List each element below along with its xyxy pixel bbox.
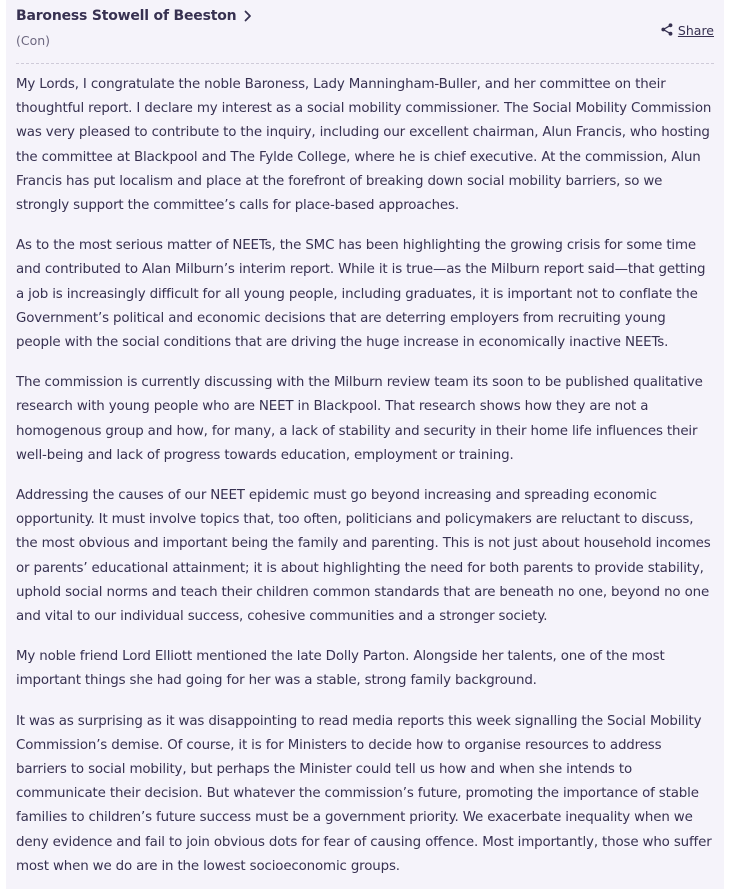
speaker-link[interactable] (16, 8, 252, 24)
contribution-header (16, 0, 714, 64)
paragraph: Addressing the causes of our NEET epidemic must go beyond increasing and spreading economic opportunity. It must involve topics that, too often, politicians and policymakers are reluctant to discuss, the most obvious and important being the family and parenting. This is not just about household incomes or parents’ educational attainment; it is about highlighting the need for both parents to provide stability, uphold social norms and teach their children common standards that are beneath no one, beyond no one and vital to our individual success, cohesive communities and a stronger society. (16, 488, 711, 625)
paragraph: My Lords, I congratulate the noble Baroness, Lady Manningham-Buller, and her committee on their thoughtful report. I declare my interest as a social mobility commissioner. The Social Mobility Commission was very pleased to contribute to the inquiry, including our excellent chairman, Alun Francis, who hosting the committee at Blackpool and The Fylde College, where he is chief executive. At the commission, Alun Francis has put localism and place at the forefront of breaking down social mobility barriers, so we strongly support the committee’s calls for place-based approaches. (16, 77, 712, 214)
contribution-body (16, 64, 714, 879)
share-button[interactable] (661, 21, 714, 40)
speaker-name: Baroness Stowell of Beeston (16, 8, 237, 24)
paragraph: As to the most serious matter of NEETs, the SMC has been highlighting the growing crisis for some time and contributed to Alan Milburn’s interim report. While it is true—as the Milburn report said—that getting a job is increasingly difficult for all young people, including graduates, it is important not to conflate the Government’s political and economic decisions that are deterring employers from recruiting young people with the social conditions that are driving the huge increase in economically inactive NEETs. (16, 238, 706, 351)
contribution-card (6, 0, 724, 889)
speaker-party: (Con) (16, 33, 51, 48)
paragraph: It was as surprising as it was disappointing to read media reports this week signalling the Social Mobility Commission’s demise. Of course, it is for Ministers to decide how to organise resources to address barriers to social mobility, but perhaps the Minister could tell us how and when she intends to communicate their decision. But whatever the commission’s future, promoting the importance of stable families to children’s future success must be a government priority. We exacerbate inequality when we deny evidence and fail to join obvious dots for fear of causing offence. Most importantly, those who suffer most when we do are in the lowest socioeconomic groups. (16, 713, 712, 874)
paragraph: My noble friend Lord Elliott mentioned the late Dolly Parton. Alongside her talents, one of the most important things she had going for her was a stable, strong family background. (16, 649, 665, 689)
chevron-right-icon (244, 10, 252, 22)
paragraph: The commission is currently discussing with the Milburn review team its soon to be published qualitative research with young people who are NEET in Blackpool. That research shows how they are not a homogenous group and how, for many, a lack of stability and security in their home life influences their well-being and lack of progress towards education, employment or training. (16, 375, 703, 463)
share-label: Share (677, 23, 714, 38)
share-icon (661, 21, 673, 40)
